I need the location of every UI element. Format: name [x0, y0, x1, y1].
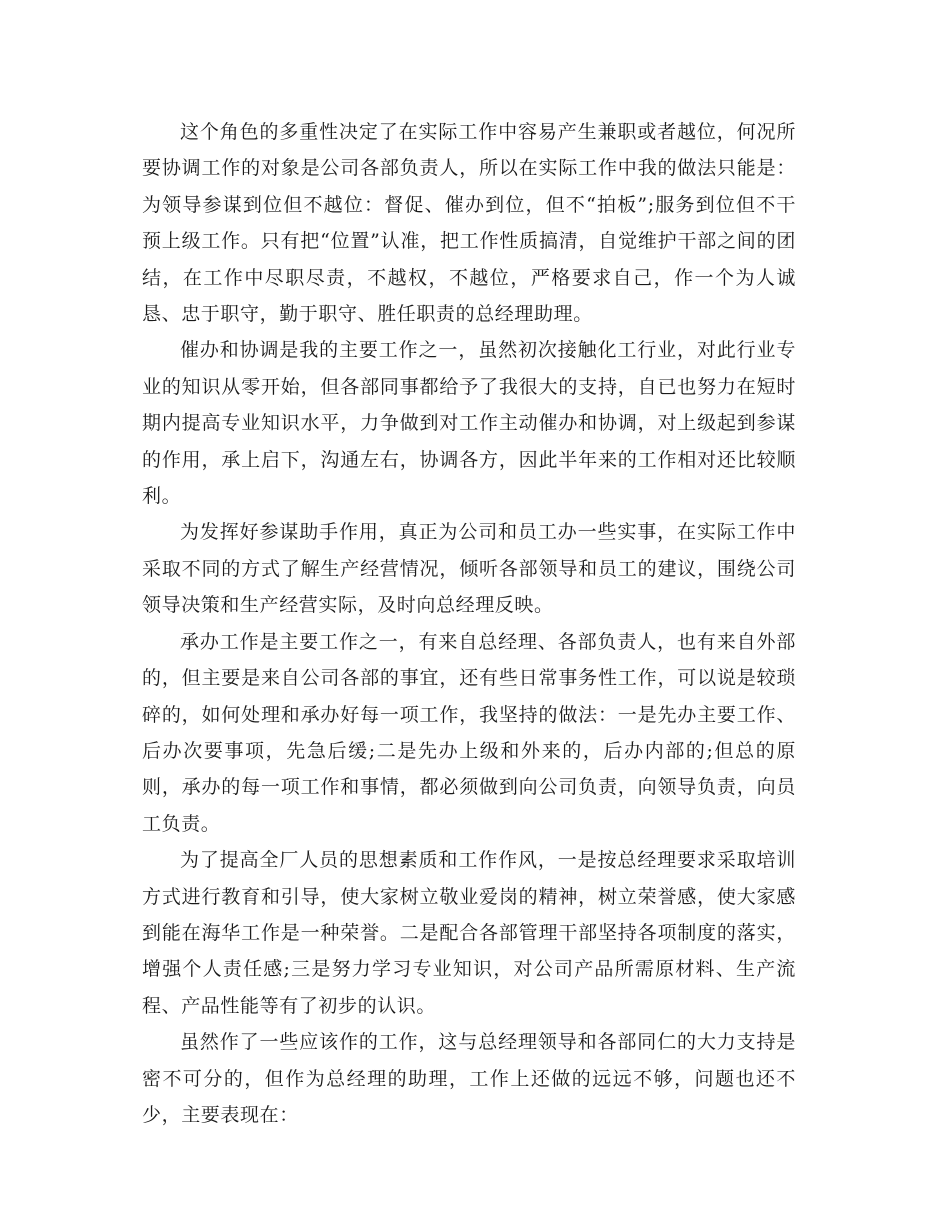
paragraph-advisory-role: 为发挥好参谋助手作用，真正为公司和员工办一些实事，在实际工作中采取不同的方式了解生产经营情况，倾听各部领导和员工的建议，围绕公司领导决策和生产经营实际，及时向总经理反映。	[142, 521, 796, 617]
paragraph-urging-coordination: 催办和协调是我的主要工作之一，虽然初次接触化工行业，对此行业专业的知识从零开始，但各部同事都给予了我很大的支持，自已也努力在短时期内提高专业知识水平，力争做到对工作主动催办和协调，对上级起到参谋的作用，承上启下，沟通左右，协调各方，因此半年来的工作相对还比较顺利。	[142, 339, 796, 508]
paragraph-shortcomings: 虽然作了一些应该作的工作，这与总经理领导和各部同仁的大力支持是密不可分的，但作为总经理的助理，工作上还做的远远不够，问题也还不少，主要表现在：	[142, 1031, 796, 1126]
paragraph-undertaking-work: 承办工作是主要工作之一，有来自总经理、各部负责人，也有来自外部的，但主要是来自公司各部的事宜，还有些日常事务性工作，可以说是较琐碎的，如何处理和承办好每一项工作，我坚持的做法：一是先办主要工作、后办次要事项，先急后缓;二是先办上级和外来的，后办内部的;但总的原则，承办的每一项工作和事情，都必须做到向公司负责，向领导负责，向员工负责。	[142, 630, 796, 835]
paragraph-staff-quality: 为了提高全厂人员的思想素质和工作作风，一是按总经理要求采取培训方式进行教育和引导，使大家树立敬业爱岗的精神，树立荣誉感，使大家感到能在海华工作是一种荣誉。二是配合各部管理干部坚持各项制度的落实，增强个人责任感;三是努力学习专业知识，对公司产品所需原材料、生产流程、产品性能等有了初步的认识。	[142, 849, 796, 1017]
document-body	[142, 114, 796, 1133]
paragraph-role-multiplicity: 这个角色的多重性决定了在实际工作中容易产生兼职或者越位，何况所要协调工作的对象是公司各部负责人，所以在实际工作中我的做法只能是：为领导参谋到位但不越位：督促、催办到位，但不“拍板”;服务到位但不干预上级工作。只有把“位置”认准，把工作性质搞清，自觉维护干部之间的团结，在工作中尽职尽责，不越权，不越位，严格要求自己，作一个为人诚恳、忠于职守，勤于职守、胜任职责的总经理助理。	[142, 121, 796, 326]
